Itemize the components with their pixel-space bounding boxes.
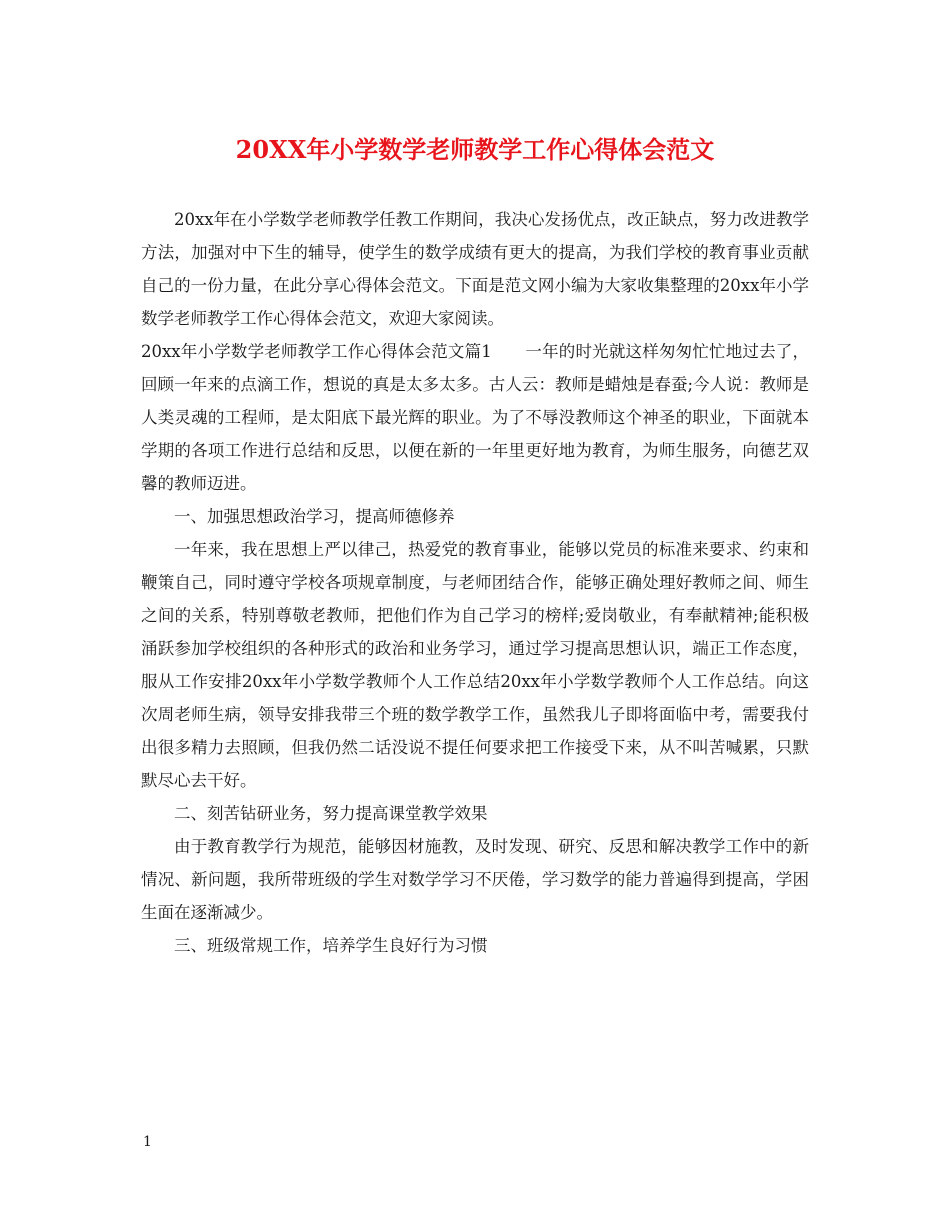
heading-2: 二、刻苦钻研业务，努力提高课堂教学效果 — [174, 804, 488, 823]
document-body — [141, 203, 809, 962]
section-paragraph-1: 20xx年小学数学老师教学工作心得体会范文篇1 一年的时光就这样匆匆忙忙地过去了，回顾一年来的点滴工作，想说的真是太多太多。古人云：教师是蜡烛是春蚕;今人说：教师是人类灵魂的工程师，是太阳底下最光辉的职业。为了不辱没教师这个神圣的职业，下面就本学期的各项工作进行总结和反思，以便在新的一年里更好地为教育，为师生服务，向德艺双馨的教师迈进。 — [141, 342, 809, 493]
page-number: 1 — [143, 1134, 152, 1150]
intro-paragraph: 20xx年在小学数学老师教学任教工作期间，我决心发扬优点，改正缺点，努力改进教学方法，加强对中下生的辅导，使学生的数学成绩有更大的提高，为我们学校的教育事业贡献自己的一份力量，在此分享心得体会范文。下面是范文网小编为大家收集整理的20xx年小学数学老师教学工作心得体会范文，欢迎大家阅读。 — [141, 210, 809, 328]
body-paragraph-1: 一年来，我在思想上严以律己，热爱党的教育事业，能够以党员的标准来要求、约束和鞭策自己，同时遵守学校各项规章制度，与老师团结合作，能够正确处理好教师之间、师生之间的关系，特别尊敬老教师，把他们作为自己学习的榜样;爱岗敬业，有奉献精神;能积极涌跃参加学校组织的各种形式的政治和业务学习，通过学习提高思想认识，端正工作态度，服从工作安排20xx年小学数学教师个人工作总结20xx年小学数学教师个人工作总结。向这次周老师生病，领导安排我带三个班的数学教学工作，虽然我儿子即将面临中考，需要我付出很多精力去照顾，但我仍然二话没说不提任何要求把工作接受下来，从不叫苦喊累，只默默尽心去干好。 — [141, 540, 809, 790]
body-paragraph-2: 由于教育教学行为规范，能够因材施教，及时发现、研究、反思和解决教学工作中的新情况、新问题，我所带班级的学生对数学学习不厌倦，学习数学的能力普遍得到提高，学困生面在逐渐减少。 — [141, 837, 809, 922]
heading-3: 三、班级常规工作，培养学生良好行为习惯 — [174, 936, 488, 955]
document-title: 20XX年小学数学老师教学工作心得体会范文 — [235, 135, 715, 164]
heading-1: 一、加强思想政治学习，提高师德修养 — [174, 507, 455, 526]
